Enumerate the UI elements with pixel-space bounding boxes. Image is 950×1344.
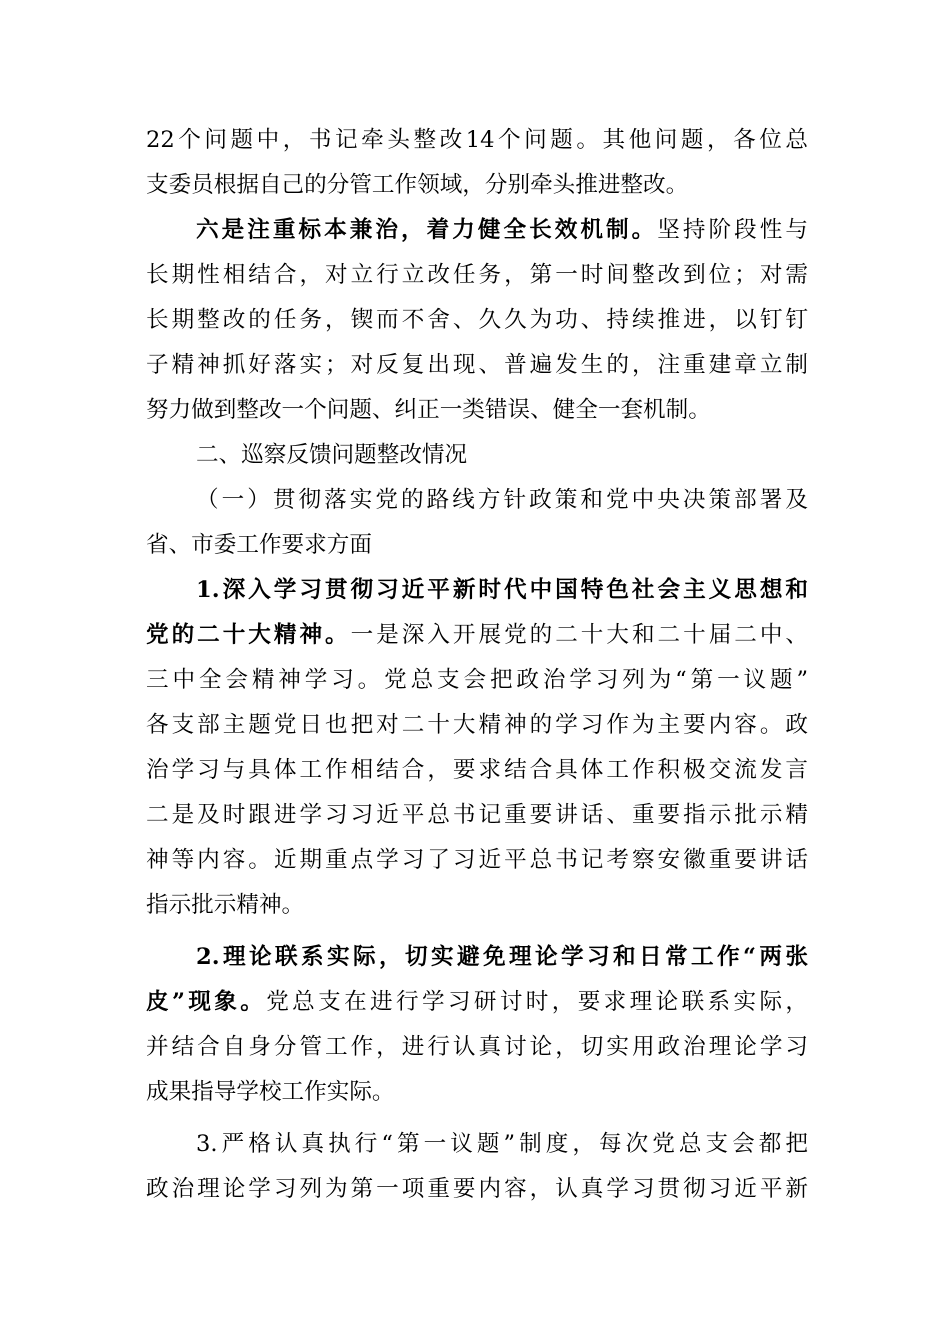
item-heading-line: 2.理论联系实际，切实避免理论学习和日常工作“两张 xyxy=(196,944,808,970)
paragraph-line: 各支部主题党日也把对二十大精神的学习作为主要内容。政 xyxy=(146,712,808,738)
paragraph-gap xyxy=(146,928,808,935)
paragraph-line: 三中全会精神学习。党总支会把政治学习列为“第一议题” xyxy=(146,667,808,693)
paragraph-line: 神等内容。近期重点学习了习近平总书记考察安徽重要讲话 xyxy=(146,847,808,873)
paragraph-line: 长期整改的任务，锲而不舍、久久为功、持续推进，以钉钉 xyxy=(146,307,808,333)
item-heading-bold: 党的二十大精神。 xyxy=(146,622,351,648)
paragraph-text: 一是深入开展党的二十大和二十届二中、 xyxy=(350,622,809,648)
paragraph-line xyxy=(146,613,808,658)
item-heading-bold: 皮”现象。 xyxy=(146,989,267,1015)
paragraph-line: 22个问题中，书记牵头整改14个问题。其他问题，各位总 xyxy=(146,127,808,153)
item-heading-line: 1.深入学习贯彻习近平新时代中国特色社会主义思想和 xyxy=(196,577,808,603)
subsection-heading-line: 省、市委工作要求方面 xyxy=(146,532,372,558)
paragraph-line: 支委员根据自己的分管工作领域，分别牵头推进整改。 xyxy=(146,172,689,198)
paragraph-line: 指示批示精神。 xyxy=(146,892,305,918)
paragraph-line: 治学习与具体工作相结合，要求结合具体工作积极交流发言 xyxy=(146,757,808,783)
document-page xyxy=(146,118,808,1212)
section-heading: 二、巡察反馈问题整改情况 xyxy=(196,442,468,468)
paragraph-line xyxy=(146,980,808,1025)
paragraph-line: 并结合自身分管工作，进行认真讨论，切实用政治理论学习 xyxy=(146,1034,808,1060)
paragraph-lead-bold: 六是注重标本兼治，着力健全长效机制。 xyxy=(196,217,658,243)
paragraph-gap xyxy=(146,1115,808,1122)
paragraph-line: 成果指导学校工作实际。 xyxy=(146,1079,395,1105)
paragraph-line: 子精神抓好落实；对反复出现、普遍发生的，注重建章立制 xyxy=(146,352,808,378)
paragraph-line: 3.严格认真执行“第一议题”制度，每次党总支会都把 xyxy=(196,1131,808,1157)
paragraph-text: 党总支在进行学习研讨时，要求理论联系实际， xyxy=(266,989,808,1015)
paragraph-line: 长期性相结合，对立行立改任务，第一时间整改到位；对需 xyxy=(146,262,808,288)
paragraph-text: 坚持阶段性与 xyxy=(657,217,809,243)
subsection-heading-line: （一）贯彻落实党的路线方针政策和党中央决策部署及 xyxy=(196,487,808,513)
paragraph-line: 二是及时跟进学习习近平总书记重要讲话、重要指示批示精 xyxy=(146,802,808,828)
paragraph-line: 政治理论学习列为第一项重要内容，认真学习贯彻习近平新 xyxy=(146,1176,808,1202)
paragraph-line xyxy=(146,208,808,253)
paragraph-line: 努力做到整改一个问题、纠正一类错误、健全一套机制。 xyxy=(146,397,711,423)
